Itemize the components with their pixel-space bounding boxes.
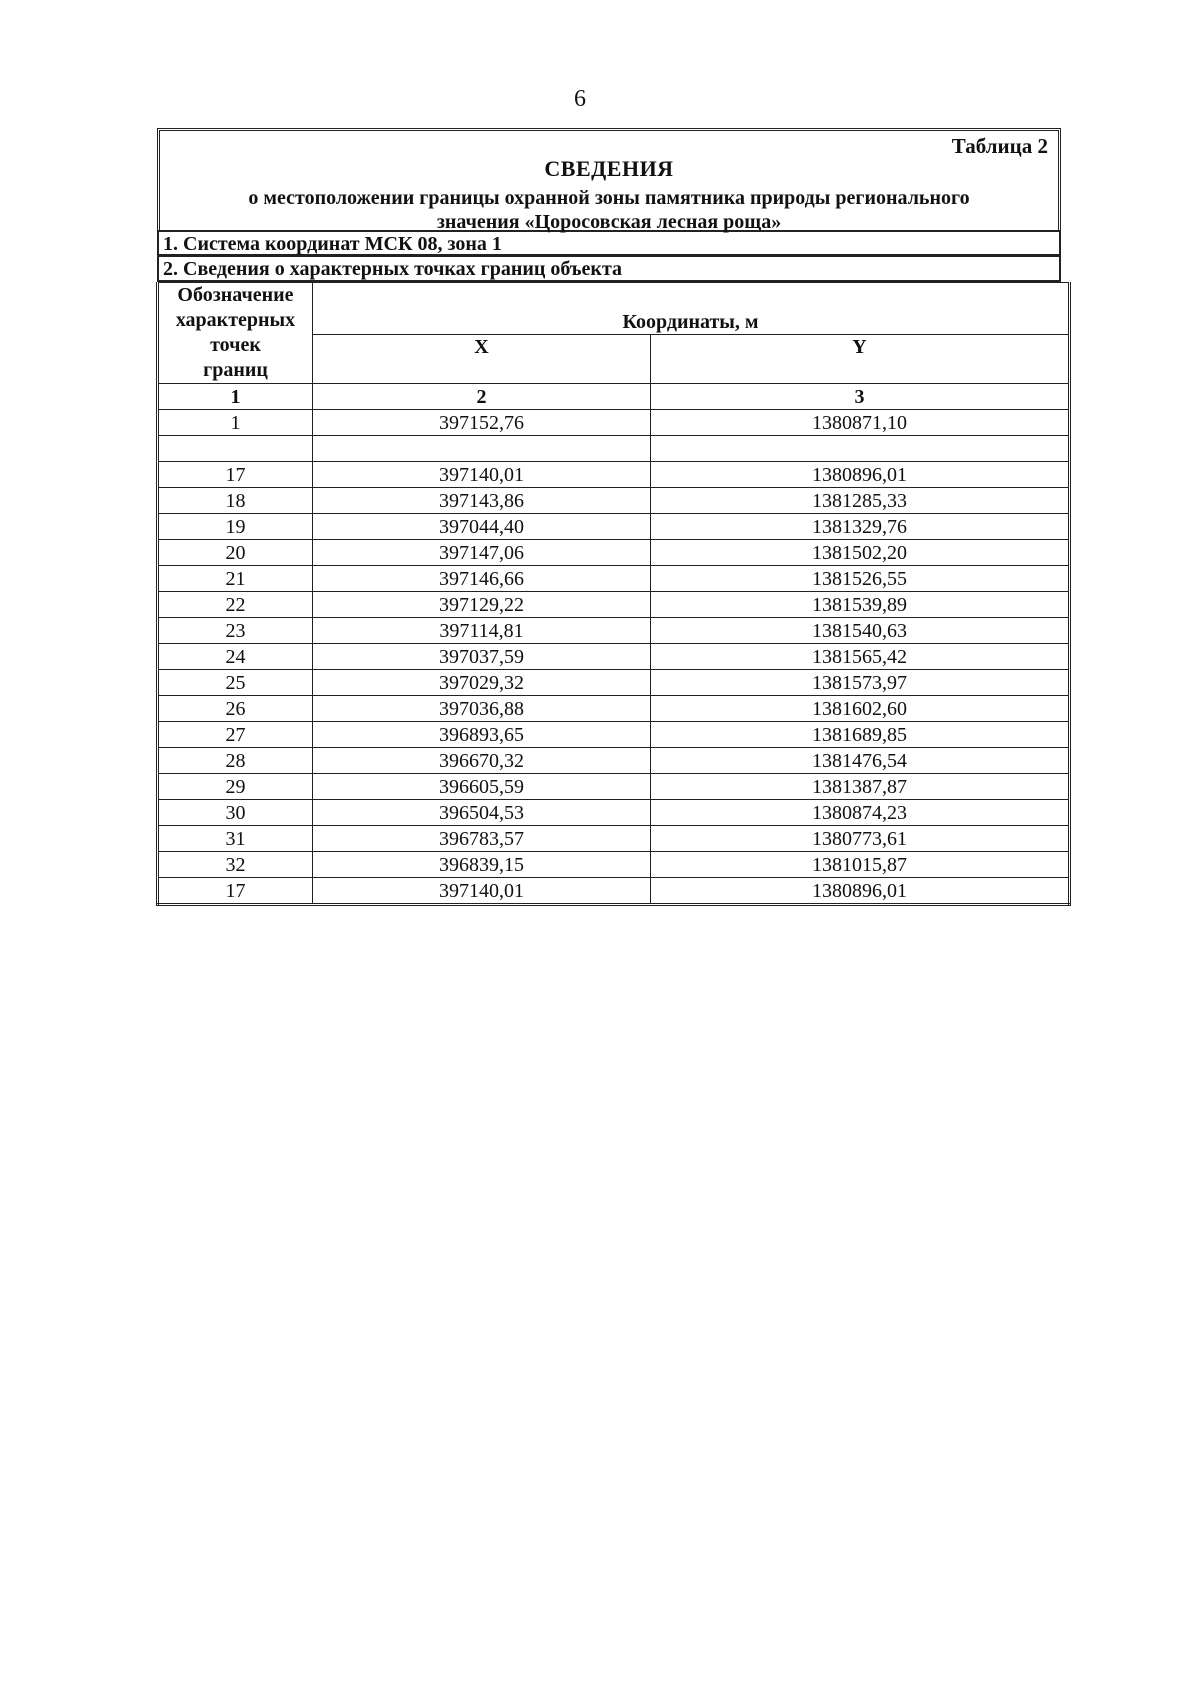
table-row [158,514,1070,540]
points-header-line: характерных [175,309,296,331]
point-number-cell: 18 [158,488,313,514]
x-coordinate-cell: 397152,76 [313,410,651,436]
x-coordinate-cell: 397147,06 [313,540,651,566]
y-coordinate-cell: 1380896,01 [651,462,1070,488]
point-number-cell: 24 [158,644,313,670]
x-column-header: X [313,334,651,384]
subtitle-line-2: значения «Цоросовская лесная роща» [436,211,782,233]
y-coordinate-cell: 1381387,87 [651,774,1070,800]
x-coordinate-cell: 397129,22 [313,592,651,618]
point-number-cell: 1 [158,410,313,436]
point-number-cell: 27 [158,722,313,748]
column-number: 3 [651,384,1070,410]
points-column-header [158,283,313,384]
y-coordinate-cell: 1381476,54 [651,748,1070,774]
point-number-cell: 29 [158,774,313,800]
y-coordinate-cell: 1380773,61 [651,826,1070,852]
coordinates-table [156,282,1071,906]
point-number-cell: 31 [158,826,313,852]
point-number-cell: 22 [158,592,313,618]
x-coordinate-cell: 397143,86 [313,488,651,514]
table-row [158,462,1070,488]
x-coordinate-cell: 397146,66 [313,566,651,592]
table-row [158,644,1070,670]
x-coordinate-cell: 397037,59 [313,644,651,670]
x-coordinate-cell: 397140,01 [313,462,651,488]
point-number-cell: 17 [158,462,313,488]
y-column-header: Y [651,334,1070,384]
x-coordinate-cell: 396504,53 [313,800,651,826]
table-row [158,618,1070,644]
x-coordinate-cell: 397140,01 [313,878,651,905]
x-coordinate-cell: 396893,65 [313,722,651,748]
y-coordinate-cell: 1380874,23 [651,800,1070,826]
column-number: 1 [158,384,313,410]
table-row [158,878,1070,905]
table-row [158,436,1070,462]
table-row [158,410,1070,436]
table-label: Таблица 2 [951,134,1048,158]
table-row [158,696,1070,722]
x-coordinate-cell [313,436,651,462]
table-row [158,592,1070,618]
point-number-cell: 32 [158,852,313,878]
points-header-line: границ [203,359,268,381]
page-number: 6 [574,86,586,112]
table-row [158,774,1070,800]
document-subtitle [160,186,1058,234]
y-coordinate-cell: 1380896,01 [651,878,1070,905]
x-coordinate-cell: 396670,32 [313,748,651,774]
point-number-cell: 25 [158,670,313,696]
x-coordinate-cell: 396783,57 [313,826,651,852]
point-number-cell: 20 [158,540,313,566]
y-coordinate-cell: 1381540,63 [651,618,1070,644]
point-number-cell: 30 [158,800,313,826]
y-coordinate-cell: 1380871,10 [651,410,1070,436]
y-coordinate-cell: 1381502,20 [651,540,1070,566]
y-coordinate-cell: 1381573,97 [651,670,1070,696]
x-coordinate-cell: 397036,88 [313,696,651,722]
table-header-box [157,128,1061,233]
points-header-line: точек [210,334,261,356]
table-row [158,748,1070,774]
table-row [158,488,1070,514]
table-row [158,826,1070,852]
table-row [158,800,1070,826]
point-number-cell: 23 [158,618,313,644]
x-coordinate-cell: 396839,15 [313,852,651,878]
subtitle-line-1: о местоположении границы охранной зоны памятника природы регионального [248,187,970,209]
boundary-points-heading: 2. Сведения о характерных точках границ объекта [157,256,1061,282]
y-coordinate-cell: 1381539,89 [651,592,1070,618]
point-number-cell: 26 [158,696,313,722]
document-title: СВЕДЕНИЯ [544,156,674,181]
table-row [158,722,1070,748]
y-coordinate-cell [651,436,1070,462]
x-coordinate-cell: 396605,59 [313,774,651,800]
point-number-cell: 17 [158,878,313,905]
x-coordinate-cell: 397029,32 [313,670,651,696]
y-coordinate-cell: 1381015,87 [651,852,1070,878]
point-number-cell [158,436,313,462]
y-coordinate-cell: 1381689,85 [651,722,1070,748]
coordinates-header: Координаты, м [313,283,1070,335]
coordinates-document [157,128,1061,906]
table-row [158,852,1070,878]
coordinate-system-line: 1. Система координат МСК 08, зона 1 [157,230,1061,256]
y-coordinate-cell: 1381285,33 [651,488,1070,514]
y-coordinate-cell: 1381602,60 [651,696,1070,722]
y-coordinate-cell: 1381526,55 [651,566,1070,592]
point-number-cell: 21 [158,566,313,592]
x-coordinate-cell: 397114,81 [313,618,651,644]
column-number: 2 [313,384,651,410]
point-number-cell: 19 [158,514,313,540]
points-header-line: Обозначение [177,284,294,306]
table-row [158,670,1070,696]
table-row [158,566,1070,592]
x-coordinate-cell: 397044,40 [313,514,651,540]
point-number-cell: 28 [158,748,313,774]
y-coordinate-cell: 1381565,42 [651,644,1070,670]
table-row [158,540,1070,566]
y-coordinate-cell: 1381329,76 [651,514,1070,540]
